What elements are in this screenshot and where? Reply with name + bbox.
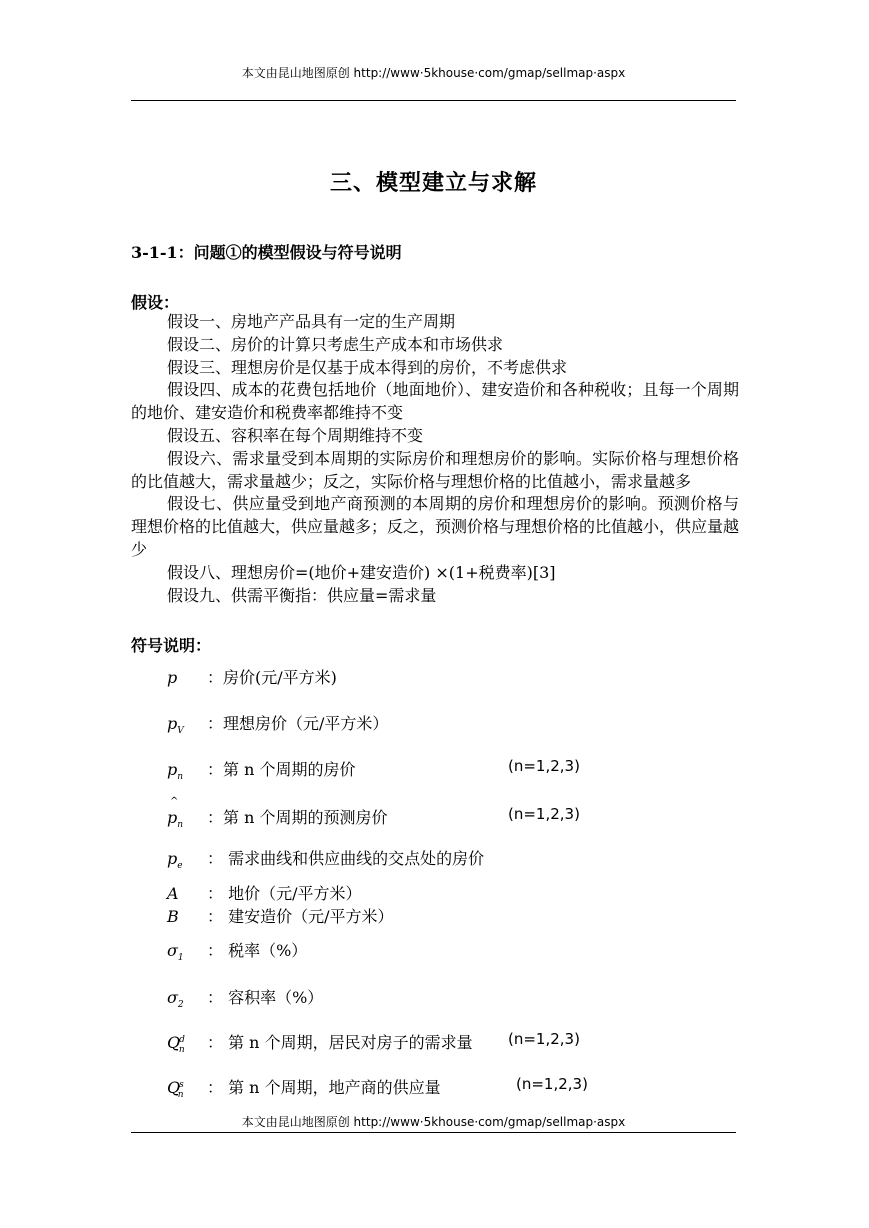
symbols-label: 符号说明： xyxy=(131,636,212,655)
symbol-var: A xyxy=(167,884,179,903)
assumption-9: 假设九、供需平衡指：供应量=需求量 xyxy=(167,585,437,605)
assumption-6: 假设六、需求量受到本周期的实际房价和理想房价的影响。实际价格与理想价格的比值越大，需求量越少；反之，实际价格与理想价格的比值越小，需求量越多 xyxy=(131,448,739,491)
symbol-desc: ：第 n 个周期的预测房价 xyxy=(207,808,388,827)
assumptions-label: 假设： xyxy=(131,293,180,312)
symbol-range: (n=1,2,3) xyxy=(516,1075,588,1093)
symbol-row xyxy=(167,711,388,736)
symbol-range: (n=1,2,3) xyxy=(508,1030,580,1048)
page-header: 本文由昆山地图原创 http://www·5khouse·com/gmap/sellmap·aspx xyxy=(241,66,626,80)
symbol-row xyxy=(167,1075,441,1100)
symbol-desc: ： 第 n 个周期，地产商的供应量 xyxy=(207,1078,441,1097)
symbol-desc: ： 容积率（%） xyxy=(207,988,324,1007)
assumption-7: 假设七、供应量受到地产商预测的本周期的房价和理想房价的影响。预测价格与理想价格的比值越大，供应量越多；反之，预测价格与理想价格的比值越小，供应量越少 xyxy=(131,494,740,559)
symbol-desc: ： 需求曲线和供应曲线的交点处的房价 xyxy=(207,849,485,868)
symbol-var: $Q^s_n$ xyxy=(167,1078,184,1101)
assumption-4: 假设四、成本的花费包括地价（地面地价）、建安造价和各种税收；且每一个周期的地价、建安造价和税费率都维持不变 xyxy=(131,380,739,423)
symbol-var: $p_V$ xyxy=(167,714,184,737)
assumption-1: 假设一、房地产产品具有一定的生产周期 xyxy=(167,312,456,331)
assumption-2: 假设二、房价的计算只考虑生产成本和市场供求 xyxy=(167,334,504,354)
section-heading: 3-1-1：问题①的模型假设与符号说明 xyxy=(131,243,402,262)
symbol-var: $\sigma_2$ xyxy=(167,988,184,1011)
page-footer: 本文由昆山地图原创 http://www·5khouse·com/gmap/sellmap·aspx xyxy=(241,1115,626,1129)
symbol-var: ^ $p_n$ xyxy=(167,808,207,830)
symbol-row xyxy=(167,881,361,904)
header-rule xyxy=(131,100,736,101)
symbol-row xyxy=(167,1030,473,1055)
symbol-desc: ： 地价（元/平方米） xyxy=(207,884,362,903)
symbol-row xyxy=(167,805,387,830)
symbol-row xyxy=(167,904,393,927)
assumption-5: 假设五、容积率在每个周期维持不变 xyxy=(167,425,424,445)
symbol-desc: ： 建安造价（元/平方米） xyxy=(207,907,394,926)
symbol-desc: ：房价(元/平方米) xyxy=(207,668,337,687)
assumption-8: 假设八、理想房价=(地价+建安造价) ×(1+税费率)[3] xyxy=(167,562,556,582)
symbol-row xyxy=(167,938,307,963)
symbol-var: p xyxy=(167,668,178,687)
symbol-row xyxy=(167,757,355,782)
symbol-row xyxy=(167,985,323,1010)
symbol-var: B xyxy=(167,907,179,926)
symbol-range: (n=1,2,3) xyxy=(508,805,580,823)
symbol-desc: ： 第 n 个周期，居民对房子的需求量 xyxy=(207,1033,473,1052)
symbol-row xyxy=(167,665,337,688)
symbol-var: $p_n$ xyxy=(167,760,184,783)
symbol-row xyxy=(167,846,484,871)
symbol-desc: ：理想房价（元/平方米） xyxy=(207,714,389,733)
footer-rule xyxy=(131,1132,736,1133)
assumption-3: 假设三、理想房价是仅基于成本得到的房价，不考虑供求 xyxy=(167,357,568,377)
assumptions-body xyxy=(131,311,739,607)
page-title: 三、模型建立与求解 xyxy=(329,170,537,196)
symbol-var: $p_e$ xyxy=(167,849,183,872)
symbol-var: $Q^d_n$ xyxy=(167,1033,185,1056)
symbol-desc: ：第 n 个周期的房价 xyxy=(207,760,356,779)
symbol-range: (n=1,2,3) xyxy=(508,757,580,775)
symbol-var: $\sigma_1$ xyxy=(167,941,184,964)
symbol-desc: ： 税率（%） xyxy=(207,941,308,960)
